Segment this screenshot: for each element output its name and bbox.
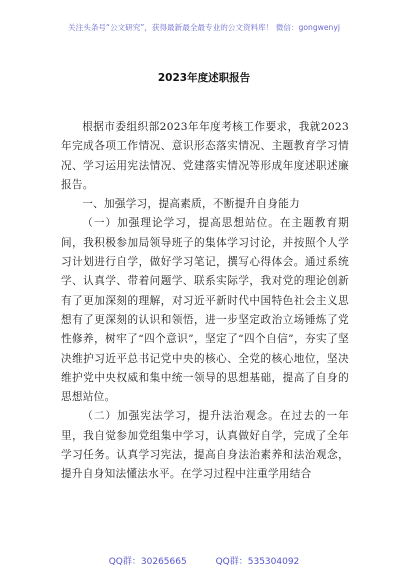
paragraph-constitution-study: （二）加强宪法学习，提升法治观念。在过去的一年里，我自觉参加党组集中学习，认真做好自学，完成了全年学习任务。认真学习宪法，提高自身法治素养和法治观念，提升自身知法懂法水平。在学习过程中注重学用结合 [61,410,349,481]
paragraph-theory-study: （一）加强理论学习，提高思想站位。在主题教育期间，我积极参加局领导班子的集体学习讨论，并按照个人学习计划进行自学，做好学习笔记，撰写心得体会。通过系统学、认真学、带着问题学、联系实际学，我对党的理论创新有了更加深刻的理解，对习近平新时代中国特色社会主义思想有了更深刻的认识和领悟，进一步坚定政治立场锤炼了党性修养，树牢了“四个意识”，坚定了“四个自信”，夯实了坚决维护习近平总书记党中央的核心、全党的核心地位，坚决维护党中央权威和集中统一领导的思想基础，提高了自身的思想站位。 [61,217,349,404]
document-title: 2023年度述职报告 [157,72,251,84]
footer-qq-group-2: QQ群：535304092 [215,557,300,567]
document-body [61,118,349,485]
section-heading: 一、加强学习，提高素质，不断提升自身能力 [82,198,301,211]
footer [0,554,408,567]
footer-qq-group-1: QQ群：30265665 [108,557,187,567]
paragraph-intro: 根据市委组织部2023年年度考核工作要求，我就2023年完成各项工作情况、意识形态落实情况、主题教育学习情况、学习运用宪法情况、党建落实情况等形成年度述职述廉报告。 [61,121,349,191]
header-note: 关注头条号“公文研究”，获得最新最全最专业的公文资料库！ 微信：gongwenyj [68,23,340,32]
